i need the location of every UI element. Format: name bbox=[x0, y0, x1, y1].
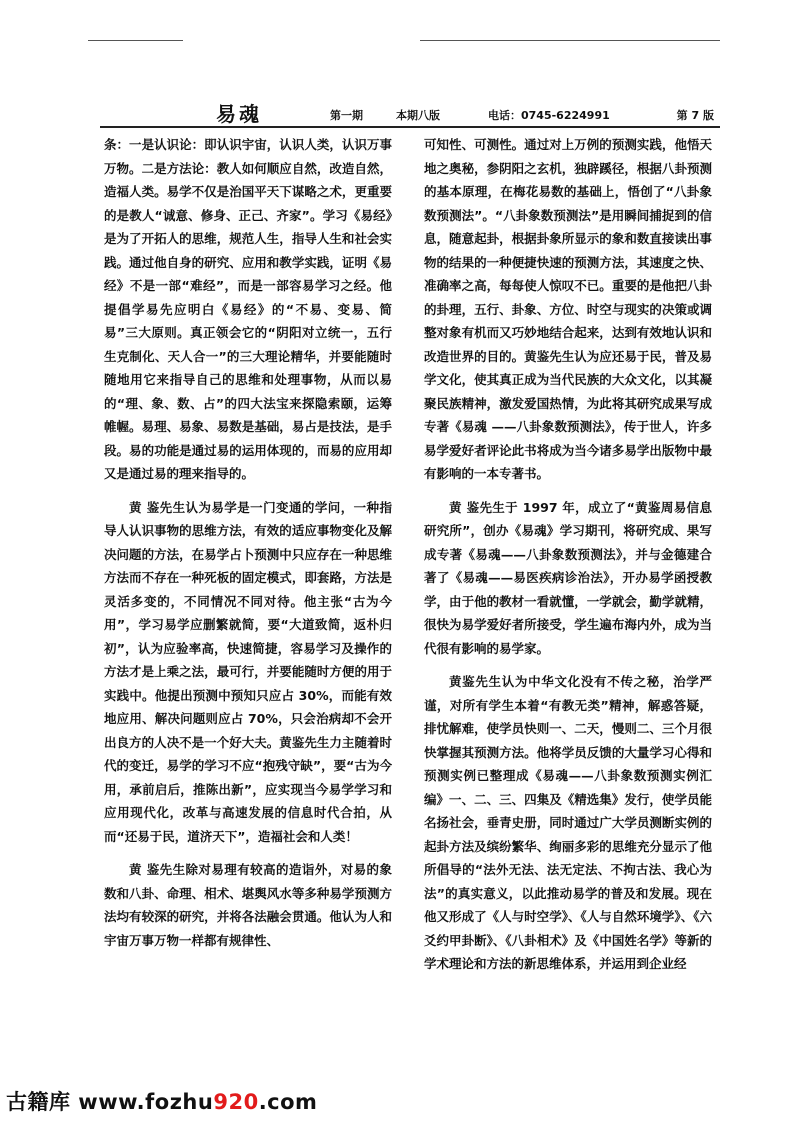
page-number: 第 7 版 bbox=[676, 109, 714, 122]
paragraph: 可知性、可测性。通过对上万例的预测实践，他悟天地之奥秘，参阴阳之玄机，独辟蹊径，根据八卦预测的基本原理，在梅花易数的基础上，悟创了“八卦象数预测法”。“八卦象数预测法”是用瞬间捕捉到的信息，随意起卦，根据卦象所显示的象和数直接读出事物的结果的一种便捷快速的预测方法，其速度之快、准确率之高，每每使人惊叹不已。重要的是他把八卦的卦理，五行、卦象、方位、时空与现实的决策或调整对象有机而又巧妙地结合起来，达到有效地认识和改造世界的目的。黄鉴先生认为应还易于民，普及易学文化，使其真正成为当代民族的大众文化，以其凝聚民族精神，激发爱国热情，为此将其研究成果写成专著《易魂 ——八卦象数预测法》，传于世人，许多易学爱好者评论此书将成为当今诸多易学出版物中最有影响的一本专著书。 bbox=[424, 137, 712, 481]
paragraph: 黄鉴先生认为中华文化没有不传之秘，治学严谨，对所有学生本着“有教无类”精神，解惑答疑，排忧解难，使学员快则一、二天，慢则二、三个月很快掌握其预测方法。他将学员反馈的大量学习心得和预测实例已整理成《易魂——八卦象数预测实例汇编》一、二、三、四集及《精选集》发行，使学员能名扬社会，垂青史册，同时通过广大学员测断实例的起卦方法及缤纷繁华、绚丽多彩的思维充分显示了他所倡导的“法外无法、法无定法、不拘古法、我心为法”的真实意义，以此推动易学的普及和发展。现在他又形成了《人与时空学》、《人与自然环境学》、《六爻约甲卦断》、《八卦相术》及《中国姓名学》等新的学术理论和方法的新思维体系，并运用到企业经 bbox=[424, 674, 712, 971]
paragraph: 黄 鉴先生于 1997 年，成立了“黄鉴周易信息研究所”，创办《易魂》学习期刊，将研究成、果写成专著《易魂——八卦象数预测法》，并与金德建合著了《易魂——易医疾病诊治法》，开办易学函授教学，由于他的教材一看就懂，一学就会，勤学就精，很快为易学爱好者所接受，学生遍布海内外，成为当代很有影响的易学家。 bbox=[424, 499, 712, 656]
paragraph: 黄 鉴先生除对易理有较高的造诣外，对易的象数和八卦、命理、相术、堪舆风水等多种易学预测方法均有较深的研究，并将各法融会贯通。他认为人和宇宙万事万物一样都有规律性、 bbox=[104, 862, 392, 948]
left-column bbox=[104, 133, 392, 952]
site-watermark bbox=[6, 1086, 317, 1116]
phone-label: 电话：0745-6224991 bbox=[488, 109, 610, 122]
right-column bbox=[424, 133, 712, 976]
page-header bbox=[100, 104, 720, 126]
watermark-prefix: 古籍库 www.fozhu bbox=[6, 1090, 214, 1114]
issue-label: 第一期 bbox=[330, 109, 363, 122]
edition-label: 本期八版 bbox=[396, 109, 440, 122]
masthead-title: 易魂 bbox=[216, 102, 262, 126]
paragraph: 黄 鉴先生认为易学是一门变通的学问，一种指导人认识事物的思维方法，有效的适应事物变化及解决问题的方法，在易学占卜预测中只应存在一种思维方法而不存在一种死板的固定模式，即套路，方法是灵活多变的，不同情况不同对待。他主张“古为今用”，学习易学应删繁就简，要“大道致简，返朴归初”，认为应验率高，快速简捷，容易学习及操作的方法才是上乘之法，最可行，并要能随时方便的用于实践中。他提出预测中预知只应占 30%，而能有效地应用、解决问题则应占 70%，只会治病却不会开出良方的人决不是一个好大夫。黄鉴先生力主随着时代的变迁，易学的学习不应“抱残守缺”，要“古为今用，承前启后，推陈出新”，应实现当今易学学习和应用现代化，改革与高速发展的信息时代合拍，从而“还易于民，道济天下”，造福社会和人类！ bbox=[104, 499, 392, 844]
watermark-number: 920 bbox=[213, 1090, 259, 1114]
top-rule-left bbox=[88, 40, 183, 41]
paragraph: 条：一是认识论：即认识宇宙，认识人类，认识万事万物。二是方法论：教人如何顺应自然，改造自然，造福人类。易学不仅是治国平天下谋略之术，更重要的是教人“诚意、修身、正己、齐家”。学习《易经》是为了开拓人的思维，规范人生，指导人生和社会实践。通过他自身的研究、应用和教学实践，证明《易经》不是一部“难经”，而是一部容易学习之经。他提倡学易先应明白《易经》的“不易、变易、简易”三大原则。真正领会它的“阴阳对立统一，五行生克制化、天人合一”的三大理论精华，并要能随时随地用它来指导自己的思维和处理事物，从而以易的“理、象、数、占”的四大法宝来探隐索颐，运筹帷幄。易理、易象、易数是基础，易占是技法，是手段。易的功能是通过易的运用体现的，而易的应用却又是通过易的理来指导的。 bbox=[104, 137, 392, 481]
top-rule-right bbox=[420, 40, 720, 41]
watermark-suffix: .com bbox=[258, 1090, 318, 1114]
header-rule bbox=[100, 126, 720, 128]
